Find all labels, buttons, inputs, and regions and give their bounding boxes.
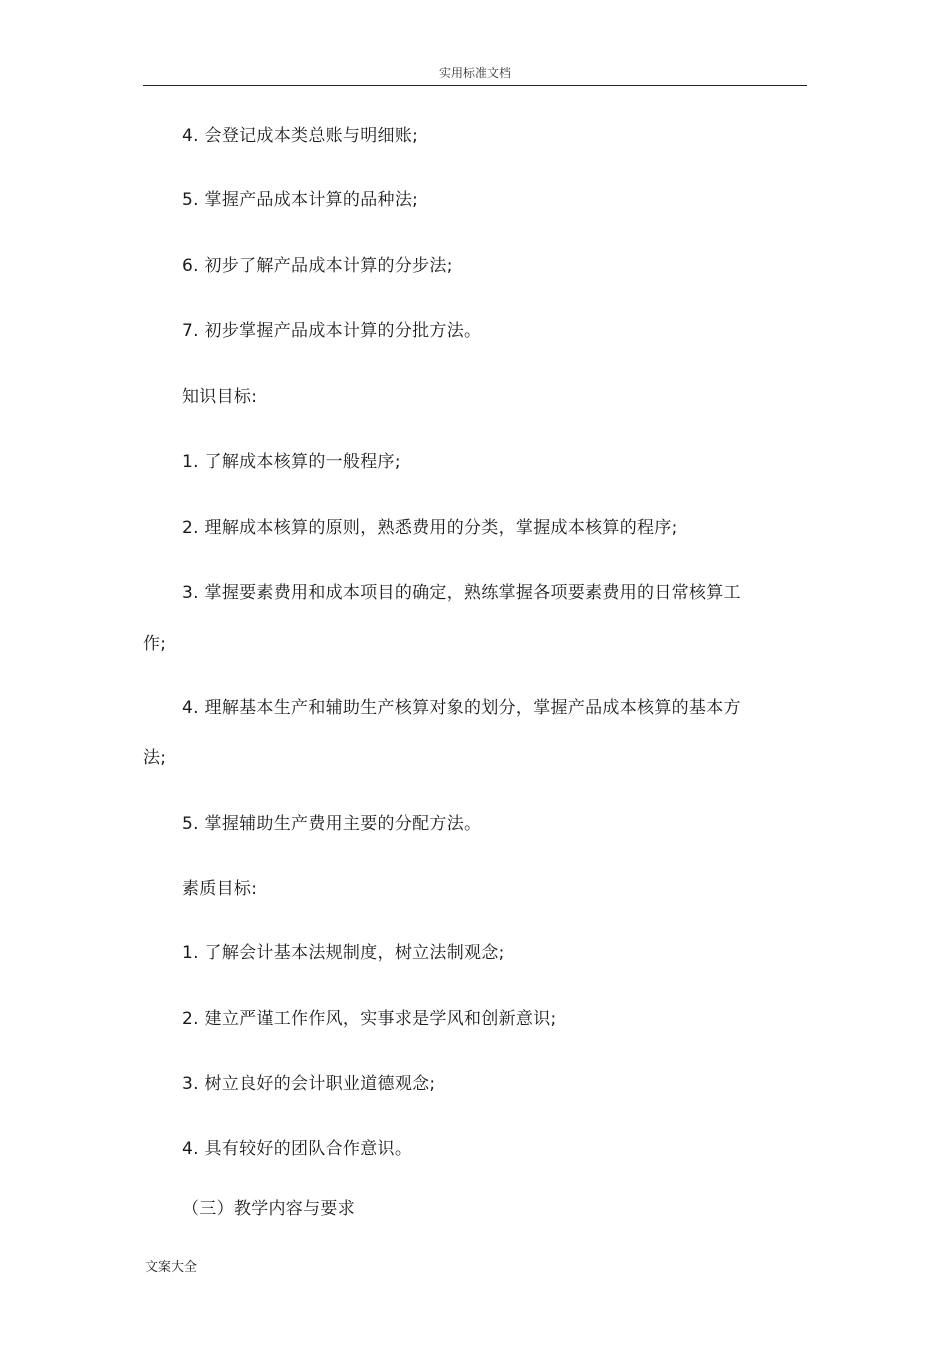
page-footer: 文案大全 xyxy=(145,1260,198,1275)
knowledge-item-3: 3. 掌握要素费用和成本项目的确定，熟练掌握各项要素费用的日常核算工 xyxy=(182,583,741,603)
quality-item-1: 1. 了解会计基本法规制度，树立法制观念; xyxy=(182,943,505,963)
knowledge-item-4-continued: 法; xyxy=(143,748,167,768)
knowledge-item-3-continued: 作; xyxy=(143,634,167,654)
page-header: 实用标准文档 xyxy=(438,66,511,80)
skill-item-5: 5. 掌握产品成本计算的品种法; xyxy=(182,190,419,210)
knowledge-goals-heading: 知识目标: xyxy=(182,387,258,407)
header-divider xyxy=(143,85,807,86)
quality-item-2: 2. 建立严谨工作作风，实事求是学风和创新意识; xyxy=(182,1009,557,1029)
knowledge-item-5: 5. 掌握辅助生产费用主要的分配方法。 xyxy=(182,814,482,834)
knowledge-item-2: 2. 理解成本核算的原则，熟悉费用的分类，掌握成本核算的程序; xyxy=(182,518,678,538)
knowledge-item-1: 1. 了解成本核算的一般程序; xyxy=(182,452,401,472)
skill-item-7: 7. 初步掌握产品成本计算的分批方法。 xyxy=(182,321,482,341)
section-heading-teaching-content: （三）教学内容与要求 xyxy=(182,1199,355,1219)
quality-item-4: 4. 具有较好的团队合作意识。 xyxy=(182,1139,413,1159)
knowledge-item-4: 4. 理解基本生产和辅助生产核算对象的划分，掌握产品成本核算的基本方 xyxy=(182,698,741,718)
quality-item-3: 3. 树立良好的会计职业道德观念; xyxy=(182,1074,436,1094)
skill-item-6: 6. 初步了解产品成本计算的分步法; xyxy=(182,256,453,276)
quality-goals-heading: 素质目标: xyxy=(182,879,258,899)
skill-item-4: 4. 会登记成本类总账与明细账; xyxy=(182,126,419,146)
